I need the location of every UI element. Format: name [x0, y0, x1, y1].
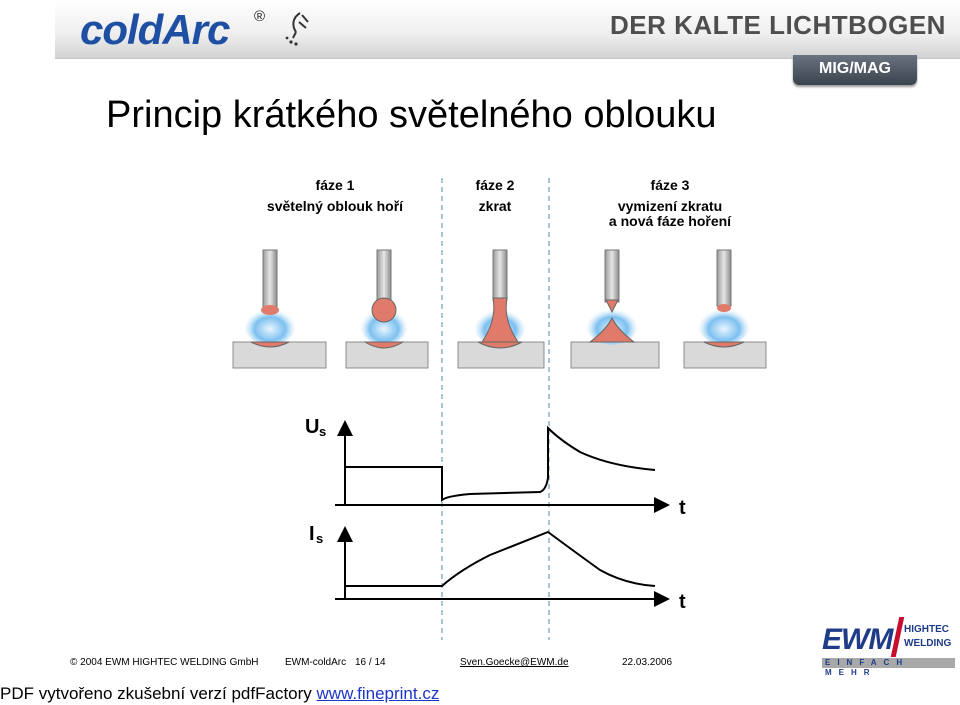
phase-3-desc-2: a nová fáze hoření [608, 213, 732, 229]
phase-1-desc: světelný oblouk hoří [266, 198, 404, 214]
watermark-text: PDF vytvořeno zkušební verzí pdfFactory [0, 684, 317, 703]
phase-1-heading: fáze 1 [315, 177, 355, 193]
current-graph [335, 532, 662, 599]
footer-copyright: © 2004 EWM HIGHTEC WELDING GmbH [70, 657, 259, 668]
ewm-logo [822, 617, 960, 677]
voltage-graph [335, 428, 662, 505]
ewm-logo-line2: WELDING [904, 638, 952, 649]
phase-2-desc: zkrat [478, 198, 512, 214]
current-axis-label: I [309, 523, 315, 545]
droplet-stage-1 [244, 250, 296, 347]
phase-2-heading: fáze 2 [475, 177, 515, 193]
ewm-logo-line1: HIGHTEC [904, 624, 949, 635]
footer-page: 16 / 14 [355, 657, 386, 668]
watermark-link[interactable]: www.fineprint.cz [316, 684, 440, 703]
pdf-watermark [0, 684, 439, 704]
droplet-stage-4 [586, 250, 638, 345]
phase-3-heading: fáze 3 [650, 177, 690, 193]
time-axis-label-2: t [679, 591, 686, 613]
droplet-stage-2 [360, 250, 408, 348]
registered-mark: ® [254, 8, 266, 25]
page-title: Princip krátkého světelného oblouku [106, 94, 717, 136]
ewm-logo-slogan: EINFACH MEHR [822, 658, 955, 668]
voltage-axis-sub: s [319, 424, 327, 439]
footer-date: 22.03.2006 [622, 657, 673, 668]
time-axis-label-1: t [679, 497, 686, 519]
droplet-stage-3 [474, 250, 526, 348]
phase-3-desc-1: vymizení zkratu [617, 198, 723, 214]
ewm-logo-word: EWM [822, 623, 893, 656]
process-badge: MIG/MAG [793, 55, 917, 85]
coldarc-logo: coldArc [80, 6, 230, 53]
footer-doc: EWM-coldArc [285, 657, 347, 668]
tagline: DER KALTE LICHTBOGEN [610, 10, 946, 40]
ewm-logo-bar [891, 617, 905, 657]
footer-email-link[interactable]: Sven.Goecke@EWM.de [460, 657, 569, 668]
current-axis-sub: s [316, 531, 324, 546]
voltage-axis-label: U [305, 416, 320, 438]
droplet-stage-5 [698, 250, 750, 347]
